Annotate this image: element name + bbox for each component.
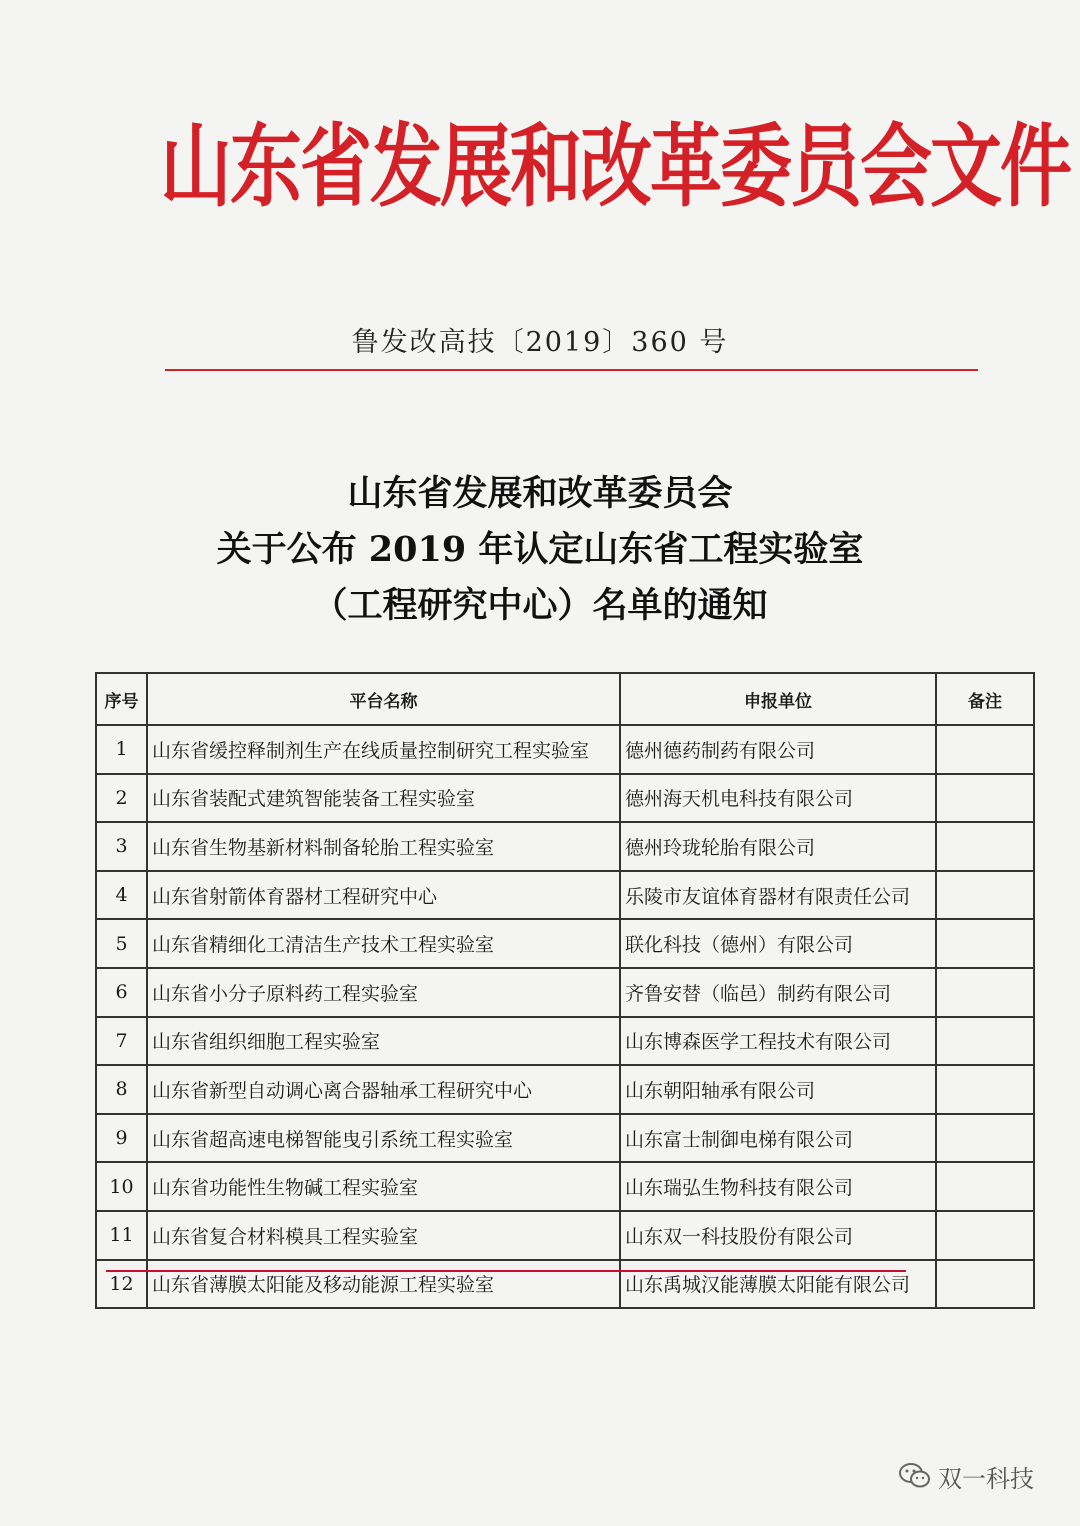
watermark (898, 1456, 1058, 1496)
table-header-row (96, 673, 1034, 725)
table-row (96, 725, 1034, 774)
cell-unit: 齐鲁安替（临邑）制药有限公司 (620, 968, 936, 1017)
table-row-highlighted (96, 1211, 1034, 1260)
cell-note (936, 1211, 1034, 1260)
table-row (96, 1162, 1034, 1211)
header-name: 平台名称 (147, 673, 620, 725)
cell-no: 3 (96, 822, 147, 871)
notice-title (0, 466, 1080, 634)
cell-no: 6 (96, 968, 147, 1017)
cell-note (936, 1162, 1034, 1211)
cell-no: 4 (96, 871, 147, 920)
cell-name: 山东省缓控释制剂生产在线质量控制研究工程实验室 (147, 725, 620, 774)
cell-no: 11 (96, 1211, 147, 1260)
cell-no: 8 (96, 1065, 147, 1114)
cell-name: 山东省精细化工清洁生产技术工程实验室 (147, 919, 620, 968)
cell-unit: 山东博森医学工程技术有限公司 (620, 1017, 936, 1066)
cell-unit: 德州玲珑轮胎有限公司 (620, 822, 936, 871)
masthead-title: 山东省发展和改革委员会文件 (160, 112, 1071, 219)
table-row (96, 774, 1034, 823)
watermark-text: 双一科技 (938, 1464, 1034, 1493)
cell-note (936, 919, 1034, 968)
cell-note (936, 774, 1034, 823)
cell-note (936, 725, 1034, 774)
table-row (96, 871, 1034, 920)
title-line-2: 关于公布 2019 年认定山东省工程实验室 (216, 529, 864, 570)
cell-name: 山东省生物基新材料制备轮胎工程实验室 (147, 822, 620, 871)
table-row (96, 968, 1034, 1017)
cell-name: 山东省射箭体育器材工程研究中心 (147, 871, 620, 920)
cell-unit: 联化科技（德州）有限公司 (620, 919, 936, 968)
cell-note (936, 968, 1034, 1017)
cell-unit: 山东瑞弘生物科技有限公司 (620, 1162, 936, 1211)
cell-no: 9 (96, 1114, 147, 1163)
cell-unit: 德州德药制药有限公司 (620, 725, 936, 774)
red-underline-marker (106, 1270, 906, 1272)
platform-table (95, 672, 1035, 1309)
title-line-1: 山东省发展和改革委员会 (347, 473, 733, 514)
cell-note (936, 1260, 1034, 1309)
cell-name: 山东省复合材料模具工程实验室 (147, 1211, 620, 1260)
table-row (96, 1017, 1034, 1066)
cell-name: 山东省功能性生物碱工程实验室 (147, 1162, 620, 1211)
cell-no: 10 (96, 1162, 147, 1211)
cell-unit: 山东禹城汉能薄膜太阳能有限公司 (620, 1260, 936, 1309)
cell-name: 山东省新型自动调心离合器轴承工程研究中心 (147, 1065, 620, 1114)
table-row (96, 1065, 1034, 1114)
header-unit: 申报单位 (620, 673, 936, 725)
cell-name: 山东省组织细胞工程实验室 (147, 1017, 620, 1066)
wechat-icon (898, 1461, 932, 1491)
document-number: 鲁发改高技〔2019〕360 号 (351, 327, 729, 358)
title-line-3: （工程研究中心）名单的通知 (312, 585, 768, 626)
cell-unit: 乐陵市友谊体育器材有限责任公司 (620, 871, 936, 920)
cell-unit: 山东朝阳轴承有限公司 (620, 1065, 936, 1114)
cell-unit: 山东富士制御电梯有限公司 (620, 1114, 936, 1163)
cell-name: 山东省薄膜太阳能及移动能源工程实验室 (147, 1260, 620, 1309)
header-no: 序号 (96, 673, 147, 725)
red-divider (165, 369, 978, 371)
cell-no: 5 (96, 919, 147, 968)
cell-name: 山东省超高速电梯智能曳引系统工程实验室 (147, 1114, 620, 1163)
cell-note (936, 822, 1034, 871)
cell-unit: 德州海天机电科技有限公司 (620, 774, 936, 823)
cell-name: 山东省装配式建筑智能装备工程实验室 (147, 774, 620, 823)
cell-name: 山东省小分子原料药工程实验室 (147, 968, 620, 1017)
cell-no: 1 (96, 725, 147, 774)
cell-note (936, 1017, 1034, 1066)
table-row (96, 1114, 1034, 1163)
cell-note (936, 1114, 1034, 1163)
cell-unit: 山东双一科技股份有限公司 (620, 1211, 936, 1260)
table-row (96, 1260, 1034, 1309)
cell-no: 2 (96, 774, 147, 823)
table-row (96, 919, 1034, 968)
cell-note (936, 1065, 1034, 1114)
cell-no: 12 (96, 1260, 147, 1309)
cell-no: 7 (96, 1017, 147, 1066)
cell-note (936, 871, 1034, 920)
header-note: 备注 (936, 673, 1034, 725)
table-row (96, 822, 1034, 871)
